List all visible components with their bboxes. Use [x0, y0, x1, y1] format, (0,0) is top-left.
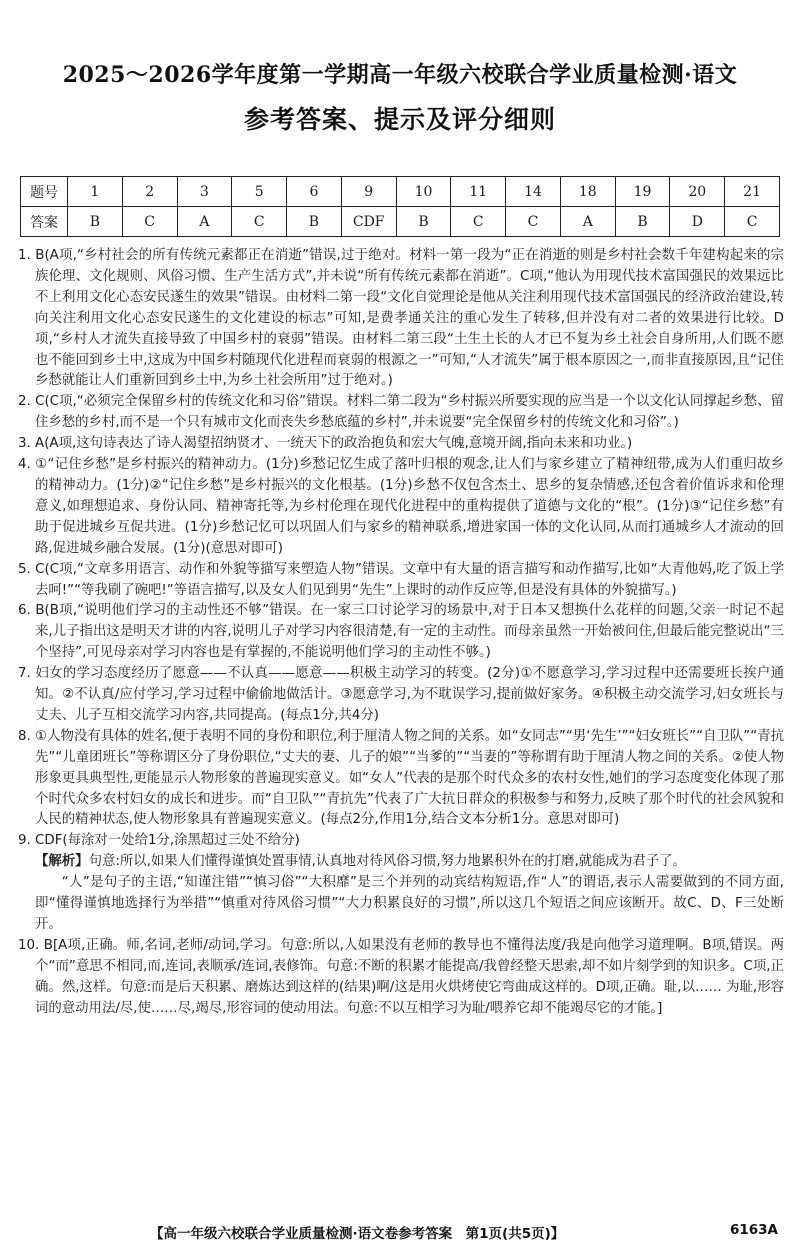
page-footer: 【高一年级六校联合学业质量检测·语文卷参考答案 第1页(共5页)】 — [150, 1226, 565, 1242]
answer-cell: B — [287, 207, 342, 237]
analysis-paragraph — [18, 852, 784, 873]
explanation-item: 4. ①“记住乡愁”是乡村振兴的精神动力。(1分)乡愁记忆生成了落叶归根的观念,让人们与家乡建立了精神纽带,成为人们重归故乡的精神动力。(1分)②“记住乡愁”是乡村振兴的文化根基。(1分)乡愁不仅包含杰土、思乡的复杂情感,还包含着价值诉求和伦理意义,如理想追求、身份认同、精神寄托等,为乡村伦理在现代化进程中的重构提供了道德与文化的“根”。(1分)③“记住乡愁”有助于促进城乡互促共进。(1分)乡愁记忆可以巩固人们与家乡的精神联系,增进家国一体的文化认同,从而打通城乡人才流动的回路,促进城乡融合发展。(1分)(意思对即可) — [18, 457, 784, 556]
answer-cell: C — [725, 207, 780, 237]
explanation-item: 5. C(C项,“文章多用语言、动作和外貌等描写来塑造人物”错误。文章中有大量的语言描写和动作描写,比如“大青他妈,吃了饭上学去呵!”“等我刷了碗吧!”等语言描写,以及女人们见到男“先生”上课时的动作反应等,但是没有具体的外貌描写。) — [18, 561, 784, 598]
answer-row — [21, 207, 780, 237]
answer-cell: C — [506, 207, 561, 237]
question-label-cell: 题号 — [21, 177, 68, 207]
answer-cell: C — [232, 207, 287, 237]
question-cell: 18 — [560, 177, 615, 207]
question-cell: 3 — [177, 177, 232, 207]
explanation-item: 10. B[A项,正确。师,名词,老师/动词,学习。句意:所以,人如果没有老师的教导也不懂得法度/我是向他学习道理啊。B项,错误。两个“而”意思不相同,而,连词,表顺承/连词,表修饰。句意:不断的积累才能提高/我曾经整天思索,却不如片刻学到的知识多。C项,正确。然,这样。句意:而是后天积累、磨炼达到这样的(结果)啊/这是用火烘烤使它弯曲成这样的。D项,正确。耻,以…… 为耻,形容词的意动用法/尽,使……尽,竭尽,形容词的使动用法。句意:不以互相学习为耻/喂养它却不能竭尽它的才能。] — [18, 937, 784, 1016]
answer-cell: D — [670, 207, 725, 237]
explanation-item: 2. C(C项,“必须完全保留乡村的传统文化和习俗”错误。材料二第二段为“乡村振兴所要实现的应当是一个以文化认同撑起乡愁、留住乡愁的乡村,而不是一个只有城市文化而丧失乡愁底蕴的乡村”,并未说要“完全保留乡村的传统文化和习俗”。) — [18, 394, 784, 431]
explanations — [18, 246, 784, 1020]
answer-cell: A — [560, 207, 615, 237]
answer-cell: B — [615, 207, 670, 237]
explanation-item: 3. A(A项,这句诗表达了诗人渴望招纳贤才、一统天下的政治抱负和宏大气魄,意境开阔,指向未来和功业。) — [18, 436, 633, 452]
answer-cell: A — [177, 207, 232, 237]
explanation-item: 8. ①人物没有具体的姓名,便于表明不同的身份和职位,利于厘清人物之间的关系。如“女同志”“男‘先生’”“妇女班长”“自卫队”“青抗先”“儿童团班长”等称谓区分了身份职位,“丈夫的妻、儿子的娘”“当爹的”“当妻的”等称谓有助于厘清人物之间的关系。②使人物形象更具典型性,更能显示人物形象的普遍现实意义。如“女人”代表的是那个时代众多的农村女性,她们的学习态度变化体现了那个时代众多农村妇女的成长和进步。而“自卫队”“青抗先”代表了广大抗日群众的积极参与和努力,反映了那个时代的社会风貌和人民的精神状态,使人物形象具有普遍现实意义。(每点2分,作用1分,结合文本分析1分。意思对即可) — [18, 728, 784, 828]
answer-cell: CDF — [341, 207, 396, 237]
answer-label-cell: 答案 — [21, 207, 68, 237]
question-cell: 11 — [451, 177, 506, 207]
analysis-text: 句意:所以,如果人们懂得谨慎处置事情,认真地对待风俗习惯,努力地累积外在的打磨,就能成为君子了。 — [88, 854, 686, 870]
explanation-item: 1. B(A项,“乡村社会的所有传统元素都正在消逝”错误,过于绝对。材料一第一段为“正在消逝的则是乡村社会数千年建构起来的宗族伦理、文化规则、风俗习惯、生产生活方式”,并未说“所有传统元素都在消逝”。C项,“他认为用现代技术富国强民的效果远比不上利用文化心态安民遂生的效果”错误。由材料二第一段“文化自觉理论是他从关注利用现代技术富国强民的经济政治建设,转向关注利用文化心态安民遂生的文化建设的标志”可知,是费孝通关注的重心发生了转移,但并没有对二者的效果进行比较。D项,“乡村人才流失直接导致了中国乡村的衰弱”错误。由材料二第三段“土生土长的人才已不复为乡土社会自身所用,人们既不愿也不能回到乡土中,这成为中国乡村随现代化进程而衰弱的根源之一”可知,“人才流失”属于根本原因之一,而非直接原因,且“记住乡愁就能让人们重新回到乡土中,为乡土社会所用”过于绝对。) — [18, 248, 784, 389]
answer-cell: C — [122, 207, 177, 237]
question-cell: 6 — [287, 177, 342, 207]
answer-cell: C — [451, 207, 506, 237]
question-cell: 1 — [68, 177, 123, 207]
answer-cell: B — [68, 207, 123, 237]
question-cell: 10 — [396, 177, 451, 207]
analysis-paragraph-2: “人”是句子的主语,“知谨注错”“慎习俗”“大积靡”是三个并列的动宾结构短语,作“人”的谓语,表示人需要做到的不同方面,即“懂得谨慎地选择行为举措”“慎重对待风俗习惯”“大力积累良好的习惯”,所以这几个短语之间应该断开。故C、D、F三处断开。 — [35, 875, 784, 932]
question-cell: 2 — [122, 177, 177, 207]
question-number-row — [21, 177, 780, 207]
question-cell: 5 — [232, 177, 287, 207]
explanation-item: 9. CDF(每涂对一处给1分,涂黑超过三处不给分) — [18, 833, 300, 849]
exam-title: 2025～2026学年度第一学期高一年级六校联合学业质量检测·语文 — [62, 62, 738, 88]
question-cell: 9 — [341, 177, 396, 207]
answer-table — [20, 176, 780, 237]
explanation-item: 7. 妇女的学习态度经历了愿意——不认真——愿意——积极主动学习的转变。(2分)①不愿意学习,学习过程中还需要班长挨户通知。②不认真/应付学习,学习过程中偷偷地做活计。③愿意学习,为不耽误学习,提前做好家务。④积极主动交流学习,妇女班长与丈夫、儿子互相交流学习内容,共同提高。(每点1分,共4分) — [18, 666, 784, 723]
answer-cell: B — [396, 207, 451, 237]
answer-subtitle: 参考答案、提示及评分细则 — [243, 105, 556, 134]
explanation-item: 6. B(B项,“说明他们学习的主动性还不够”错误。在一家三口讨论学习的场景中,对于日本又想换什么花样的问题,父亲一时记不起来,儿子指出这是明天才讲的内容,说明儿子对学习内容很清楚,有一定的主动性。而母亲虽然一开始被问住,但最后能完整说出“三个坚持”,可见母亲对学习内容也是有掌握的,不能说明他们学习的主动性不够。) — [18, 603, 784, 661]
question-cell: 19 — [615, 177, 670, 207]
question-cell: 14 — [506, 177, 561, 207]
question-cell: 20 — [670, 177, 725, 207]
question-cell: 21 — [725, 177, 780, 207]
analysis-tag: 【解析】 — [35, 854, 89, 870]
paper-code: 6163A — [729, 1222, 778, 1238]
